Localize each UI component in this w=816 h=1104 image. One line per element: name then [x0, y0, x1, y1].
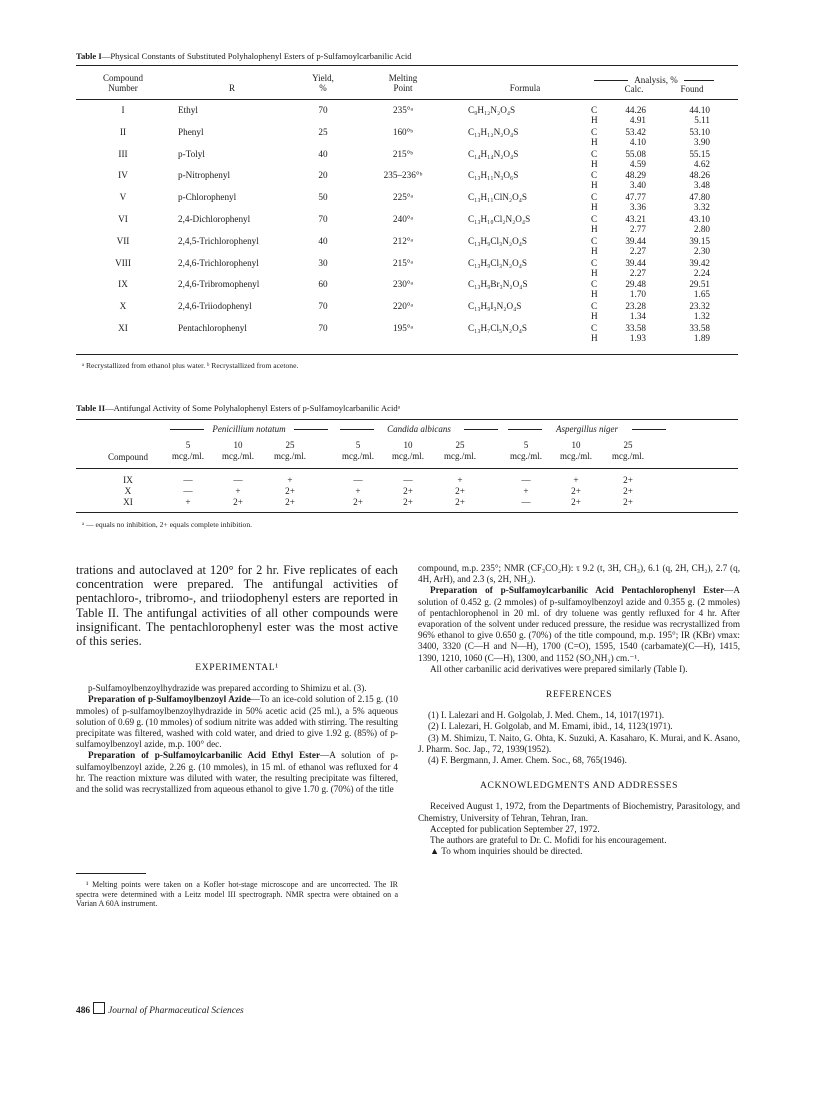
t2-concentration: 5 [185, 440, 191, 450]
t1-found-value: 43.10 [689, 214, 710, 224]
t2-unit: mcg./ml. [172, 451, 204, 461]
t2-activity-value: + [523, 486, 529, 496]
t1-calc-value: 4.91 [629, 115, 646, 125]
journal-name: Journal of Pharmaceutical Sciences [108, 1006, 244, 1016]
t2-concentration: 10 [571, 440, 581, 450]
t1-r-group: 2,4,6-Tribromophenyl [178, 279, 260, 290]
t1-analysis-bar-left [594, 80, 628, 81]
t2-activity-value: — [353, 475, 363, 485]
right-p2-runin-title: Preparation of p-Sulfamoylcarbanilic Acid Pentachlorophenyl Ester [430, 585, 725, 596]
t1-r-group: 2,4,6-Triiodophenyl [178, 301, 252, 312]
t1-formula: C₁₃H₉I₃N₂O₄S [468, 301, 522, 312]
t1-header-formula: Formula [509, 83, 541, 93]
t1-melting-point: 225°ᵃ [393, 192, 413, 203]
t1-melting-point: 240°ᵃ [393, 214, 413, 224]
p3-body: —A solution of p-sulfamoylbenzoyl azide, 2.26 g. (10 mmoles), in 15 ml. of ethanol was refluxed for 4 hr. The reaction mixture was diluted with water, the resulting precipitate was filtered, and the solid was recrystallized from aqueous ethanol to give 1.70 g. (70%) of the title [76, 750, 398, 795]
t1-compound-number: XI [118, 323, 128, 333]
right-paragraph-1: compound, m.p. 235°; NMR (CF₃CO₂H): τ 9.2 (t, 3H, CH₃), 6.1 (q, 2H, CH₂), 2.7 (q, 4H, ArH), and 2.3 (s, 2H, NH₂). [418, 563, 740, 585]
t1-header-melting: Melting Point [388, 73, 418, 93]
t1-formula: C₁₃H₁₁ClN₂O₄S [468, 192, 528, 203]
t2-concentration: 10 [403, 440, 413, 450]
t2-activity-value: + [573, 475, 579, 485]
p3-runin-title: Preparation of p-Sulfamoylcarbanilic Acid Ethyl Ester [88, 750, 321, 761]
t1-compound-number: VII [116, 235, 130, 246]
t2-unit: mcg./ml. [560, 451, 592, 461]
t1-found-value: 53.10 [689, 126, 710, 137]
t1-header-yield: Yield, % [312, 73, 334, 93]
t1-r-group: Ethyl [178, 105, 198, 115]
t2-activity-value: 2+ [285, 486, 295, 496]
t1-calc-value: 43.21 [625, 214, 646, 224]
t1-element: C [591, 279, 598, 290]
t1-element: H [591, 267, 598, 278]
t1-calc-value: 39.44 [625, 257, 646, 268]
t1-element: H [591, 224, 598, 234]
t1-found-value: 2.80 [693, 224, 710, 234]
references-heading: REFERENCES [545, 689, 613, 701]
t2-group-bar-left [170, 429, 204, 430]
t1-formula: C₁₃H₁₀Cl₂N₂O₄S [468, 214, 531, 224]
t2-activity-value: + [457, 475, 463, 485]
right-paragraph-2 [418, 585, 740, 663]
t2-activity-value: — [403, 475, 413, 485]
t2-group-label: Candida albicans [387, 424, 451, 434]
t1-element: H [591, 333, 598, 343]
left-intro-paragraph: trations and autoclaved at 120° for 2 hr. Five replicates of each concentration were prepared. The antifungal activities of pentachloro-, tribromo-, and triiodophenyl esters are reported in Table II. The antifungal activities of all other compounds were insignificant. The pentachlorophenyl ester was the most active of this series. [76, 563, 398, 649]
t1-melting-point: 235–236°ᵇ [383, 170, 423, 181]
t2-header-compound: Compound [107, 452, 148, 462]
t1-compound-number: X [119, 301, 127, 312]
t2-activity-value: 2+ [455, 486, 465, 496]
left-paragraph-2 [76, 694, 398, 750]
t1-r-group: p-Chlorophenyl [178, 192, 237, 203]
t2-group-bar-right [294, 429, 328, 430]
t2-activity-value: — [183, 486, 193, 496]
t1-melting-point: 220°ᵃ [393, 301, 413, 312]
t2-activity-value: — [521, 475, 531, 485]
ack-thanks: The authors are grateful to Dr. C. Mofidi for his encouragement. [430, 835, 667, 846]
t1-found-value: 1.89 [693, 333, 710, 343]
t2-group-bar-left [340, 429, 374, 430]
t2-activity-value: + [185, 497, 191, 507]
table1-header-rule [76, 99, 738, 100]
t2-compound: X [124, 486, 132, 496]
t1-compound-number: I [121, 105, 125, 115]
t1-calc-value: 3.40 [629, 180, 646, 191]
t1-found-value: 48.26 [689, 170, 710, 181]
right-column [418, 563, 740, 857]
t2-activity-value: + [287, 475, 293, 485]
t1-calc-value: 55.08 [625, 148, 646, 159]
t2-activity-value: 2+ [455, 497, 465, 507]
t2-unit: mcg./ml. [444, 451, 476, 461]
t2-activity-value: 2+ [571, 486, 581, 496]
experimental-heading: EXPERIMENTAL¹ [195, 662, 279, 674]
t1-found-value: 1.65 [693, 289, 710, 300]
t1-element: C [591, 301, 598, 312]
t1-element: C [591, 148, 598, 159]
t1-found-value: 55.15 [689, 148, 710, 159]
acknowledgments-heading: ACKNOWLEDGMENTS AND ADDRESSES [479, 780, 679, 792]
t1-calc-value: 4.10 [629, 136, 646, 147]
reference-item: (4) F. Bergmann, J. Amer. Chem. Soc., 68, 765(1946). [428, 755, 627, 766]
t1-found-value: 4.62 [693, 158, 710, 169]
t1-compound-number: II [119, 126, 127, 137]
table1-bottom-rule [76, 354, 738, 355]
t1-compound-number: VI [118, 214, 128, 224]
p2-runin-title: Preparation of p-Sulfamoylbenzoyl Azide [88, 694, 251, 705]
t1-found-value: 2.24 [693, 267, 710, 278]
right-paragraph-3: All other carbanilic acid derivatives were prepared similarly (Table I). [430, 663, 688, 674]
t1-header-found: Found [680, 84, 704, 94]
reference-item: (1) I. Lalezari and H. Golgolab, J. Med. Chem., 14, 1017(1971). [428, 710, 665, 721]
t1-formula: C₁₃H₉Br₃N₂O₄S [468, 279, 528, 290]
t1-found-value: 3.48 [693, 180, 710, 191]
t1-formula: C₉H₁₂N₂O₄S [468, 105, 516, 115]
table1-top-rule [76, 65, 738, 66]
t2-unit: mcg./ml. [342, 451, 374, 461]
table2-bottom-rule [76, 512, 738, 513]
t1-r-group: p-Tolyl [178, 148, 205, 159]
table1-caption-label: Table I [76, 51, 102, 61]
t1-yield: 20 [318, 170, 328, 181]
t2-concentration: 5 [523, 440, 529, 450]
t1-yield: 50 [318, 192, 328, 203]
t1-found-value: 44.10 [689, 105, 710, 115]
t1-yield: 40 [318, 148, 328, 159]
t1-r-group: 2,4,6-Trichlorophenyl [178, 257, 259, 268]
t1-calc-value: 39.44 [625, 235, 646, 246]
t2-activity-value: + [235, 486, 241, 496]
t1-melting-point: 195°ᵃ [393, 323, 413, 333]
t1-calc-value: 1.93 [629, 333, 646, 343]
experimental-footnote: ¹ Melting points were taken on a Kofler hot-stage microscope and are uncorrected. The IR spectra were determined with a Leitz model III spectrograph. NMR spectra were obtained on a Varian A 60A instrument. [76, 880, 398, 909]
t1-element: C [591, 170, 598, 181]
t1-element: C [591, 235, 598, 246]
t2-unit: mcg./ml. [222, 451, 254, 461]
t1-r-group: 2,4,5-Trichlorophenyl [178, 235, 259, 246]
t1-found-value: 3.32 [693, 202, 710, 213]
t1-yield: 70 [318, 214, 328, 224]
table2-top-rule [76, 419, 738, 420]
ack-inquiries: ▲ To whom inquiries should be directed. [430, 846, 583, 857]
left-footnote [76, 880, 398, 909]
t1-element: C [591, 105, 598, 115]
t1-yield: 70 [318, 105, 328, 115]
t1-formula: C₁₃H₁₂N₂O₄S [468, 126, 519, 137]
t1-found-value: 47.80 [689, 192, 710, 203]
t1-calc-value: 2.77 [629, 224, 646, 234]
t1-calc-value: 44.26 [625, 105, 646, 115]
t2-activity-value: 2+ [623, 497, 633, 507]
t1-element: C [591, 323, 598, 333]
t1-compound-number: IX [118, 279, 128, 290]
t2-concentration: 5 [355, 440, 361, 450]
ack-accepted: Accepted for publication September 27, 1972. [430, 823, 600, 834]
t2-group-label: Penicillium notatum [212, 424, 286, 434]
t1-yield: 25 [318, 126, 328, 137]
t1-found-value: 3.90 [693, 136, 710, 147]
t2-activity-value: 2+ [403, 486, 413, 496]
t1-element: H [591, 136, 598, 147]
table2-caption [76, 403, 400, 413]
t1-found-value: 23.32 [689, 301, 710, 312]
t1-element: H [591, 180, 598, 191]
t1-calc-value: 3.36 [629, 202, 646, 213]
t1-found-value: 39.15 [689, 235, 710, 246]
page-number: 486 [76, 1006, 91, 1016]
t1-calc-value: 2.27 [629, 245, 646, 256]
t1-calc-value: 47.77 [625, 192, 646, 203]
t1-element: C [591, 257, 598, 268]
t2-activity-value: 2+ [285, 497, 295, 507]
t1-yield: 30 [318, 257, 328, 268]
right-p2-body: —A solution of 0.452 g. (2 mmoles) of p-sulfamoylbenzoyl azide and 0.355 g. (2 mmoles) of pentachlorophenol in 20 ml. of dry toluene was gently refluxed for 4 hr. After evaporation of the solvent under reduced pressure, the residue was recrystallized from 96% ethanol to give 0.650 g. (70%) of the title compound, m.p. 195°; IR (KBr) νmax: 3400, 3320 (C—H and N—H), 1700 (C=O), 1595, 1540 (carbamate)(C—H), 1415, 1390, 1210, 1060 (C—H), 1300, and 1152 (SO₂NH₂) cm.⁻¹. [418, 585, 740, 663]
page-footer [76, 1002, 244, 1016]
t1-melting-point: 235°ᵃ [393, 105, 413, 115]
t1-element: C [591, 192, 598, 203]
t1-found-value: 2.30 [693, 245, 710, 256]
table1-footnote: ᵃ Recrystallized from ethanol plus water. ᵇ Recrystallized from acetone. [82, 361, 299, 370]
t2-compound: XI [123, 497, 133, 507]
t1-compound-number: V [119, 192, 127, 203]
t1-calc-value: 29.48 [625, 279, 646, 290]
t1-header-compound: Compound Number [102, 73, 143, 93]
t1-header-r: R [228, 83, 235, 93]
table2-header-rule [76, 468, 738, 469]
t1-calc-value: 2.27 [629, 267, 646, 278]
t1-formula: C₁₄H₁₄N₂O₄S [468, 148, 519, 159]
t1-found-value: 1.32 [693, 311, 710, 322]
ack-received: Received August 1, 1972, from the Departments of Biochemistry, Parasitology, and Chemistry, University of Tehran, Tehran, Iran. [418, 801, 740, 823]
t2-activity-value: 2+ [623, 486, 633, 496]
t1-calc-value: 1.34 [629, 311, 646, 322]
table2-footnote: ᵃ — equals no inhibition, 2+ equals complete inhibition. [82, 520, 253, 529]
footnote-separator [76, 873, 146, 874]
t2-unit: mcg./ml. [392, 451, 424, 461]
t1-found-value: 39.42 [689, 257, 710, 268]
table1-caption [76, 51, 412, 61]
t1-element: H [591, 202, 598, 213]
t2-compound: IX [123, 475, 133, 485]
t1-formula: C₁₃H₁₁N₃O₆S [468, 170, 519, 181]
table2-caption-label: Table II [76, 403, 106, 413]
t1-calc-value: 23.28 [625, 301, 646, 312]
t2-unit: mcg./ml. [510, 451, 542, 461]
t2-concentration: 25 [623, 440, 633, 450]
t1-element: H [591, 245, 598, 256]
t2-activity-value: 2+ [233, 497, 243, 507]
t2-activity-value: 2+ [571, 497, 581, 507]
t2-group-bar-right [464, 429, 498, 430]
t2-activity-value: 2+ [353, 497, 363, 507]
left-paragraph-3 [76, 750, 398, 795]
left-column [76, 563, 398, 795]
t2-concentration: 25 [455, 440, 465, 450]
t2-group-bar-left [508, 429, 542, 430]
table2-caption-text: —Antifungal Activity of Some Polyhalophenyl Esters of p-Sulfamoylcarbanilic Acidᵃ [105, 403, 401, 413]
t1-element: C [591, 126, 598, 137]
t1-melting-point: 230°ᵃ [393, 279, 413, 290]
t1-element: H [591, 311, 598, 322]
t1-found-value: 33.58 [689, 323, 710, 333]
t1-melting-point: 212°ᵃ [393, 235, 413, 246]
t2-group-bar-right [632, 429, 666, 430]
t1-formula: C₁₃H₇Cl₅N₂O₄S [468, 323, 528, 333]
t1-melting-point: 215°ᵃ [393, 257, 413, 268]
t1-header-analysis: Analysis, % [634, 75, 678, 85]
t2-activity-value: — [183, 475, 193, 485]
t1-formula: C₁₃H₉Cl₃N₂O₄S [468, 235, 528, 246]
t1-element: H [591, 289, 598, 300]
t1-found-value: 29.51 [689, 279, 710, 290]
t1-r-group: p-Nitrophenyl [178, 170, 231, 181]
references-list [418, 710, 740, 766]
t1-header-calc: Calc. [624, 84, 644, 94]
reference-item: (2) I. Lalezari, H. Golgolab, and M. Emami, ibid., 14, 1123(1971). [428, 721, 673, 732]
t1-melting-point: 160°ᵇ [392, 126, 414, 137]
t1-yield: 70 [318, 323, 328, 333]
p2-body: —To an ice-cold solution of 2.15 g. (10 mmoles) of p-sulfamoylbenzoylhydrazide in 50% acetic acid (25 ml.), a 5% aqueous solution of 0.69 g. (10 mmoles) of sodium nitrite was added with stirring. The resulting precipitate was filtered, washed with cold water, and dried to give 1.92 g. (85%) of p-sulfamoylbenzoyl azide, m.p. 100° dec. [76, 694, 398, 750]
t2-activity-value: 2+ [623, 475, 633, 485]
left-paragraph-1: p-Sulfamoylbenzoylhydrazide was prepared according to Shimizu et al. (3). [88, 683, 367, 694]
t2-concentration: 25 [285, 440, 295, 450]
t1-element: H [591, 115, 598, 125]
t1-calc-value: 4.59 [629, 158, 646, 169]
t2-unit: mcg./ml. [274, 451, 306, 461]
t1-calc-value: 48.29 [625, 170, 646, 181]
t1-analysis-bar-right [684, 80, 714, 81]
t1-calc-value: 1.70 [629, 289, 646, 300]
t2-group-label: Aspergillus niger [556, 424, 618, 434]
table1-caption-text: —Physical Constants of Substituted Polyhalophenyl Esters of p-Sulfamoylcarbanilic Acid [101, 51, 412, 61]
t1-compound-number: III [118, 148, 128, 159]
journal-box-icon [93, 1002, 105, 1014]
t1-found-value: 5.11 [694, 115, 710, 125]
t2-activity-value: — [521, 497, 531, 507]
t1-yield: 70 [318, 301, 328, 312]
t1-calc-value: 33.58 [625, 323, 646, 333]
t2-concentration: 10 [233, 440, 243, 450]
reference-item: (3) M. Shimizu, T. Naito, G. Ohta, K. Suzuki, A. Kasaharo, K. Murai, and K. Asano, J. Pharm. Soc. Jap., 72, 1939(1952). [418, 732, 740, 754]
t1-yield: 40 [318, 235, 328, 246]
t1-r-group: Phenyl [178, 126, 204, 137]
t1-formula: C₁₃H₉Cl₃N₂O₄S [468, 257, 528, 268]
t1-compound-number: VIII [115, 257, 131, 268]
t1-element: C [591, 214, 598, 224]
t1-calc-value: 53.42 [625, 126, 646, 137]
t2-activity-value: 2+ [403, 497, 413, 507]
t2-activity-value: — [233, 475, 243, 485]
t1-melting-point: 215°ᵇ [392, 148, 414, 159]
t1-element: H [591, 158, 598, 169]
t1-compound-number: IV [118, 170, 128, 181]
t2-unit: mcg./ml. [612, 451, 644, 461]
t1-r-group: Pentachlorophenyl [178, 323, 247, 333]
t2-activity-value: + [355, 486, 361, 496]
t1-yield: 60 [318, 279, 328, 290]
t1-r-group: 2,4-Dichlorophenyl [178, 214, 251, 224]
